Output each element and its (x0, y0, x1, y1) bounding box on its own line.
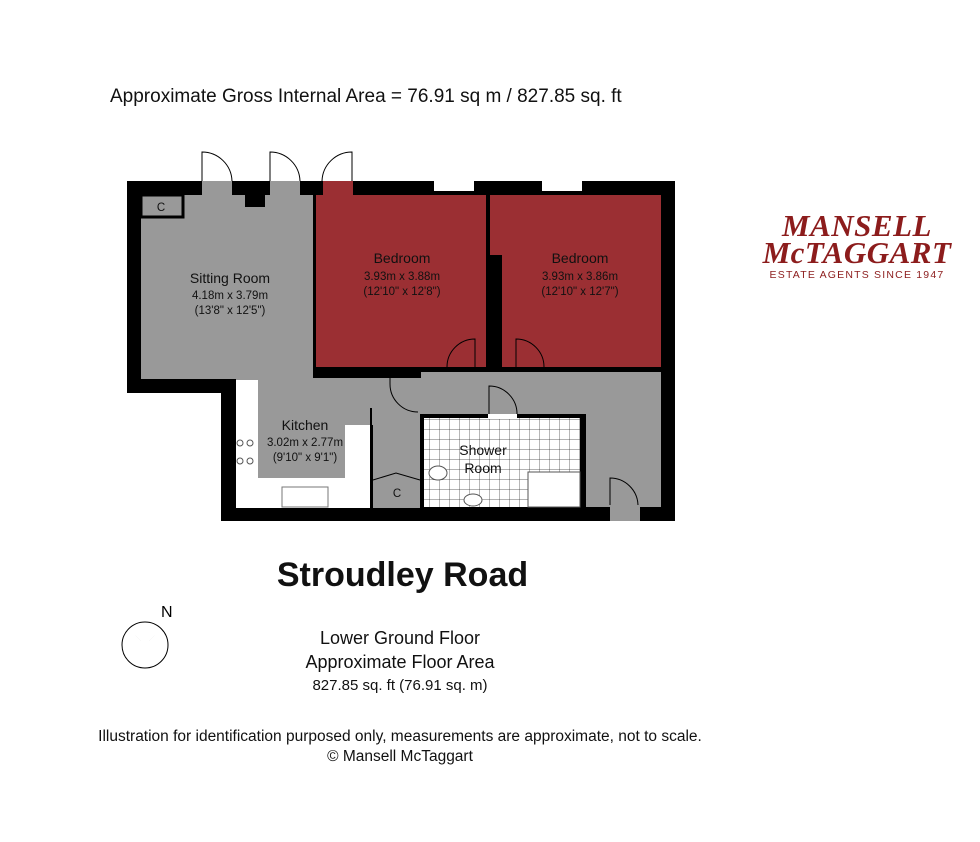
cupboard-label: C (156, 202, 166, 214)
shower-room-name-2: Room (464, 460, 502, 476)
shower-room (420, 414, 586, 510)
bedroom-2 (488, 181, 661, 367)
sitting-room-metric: 4.18m x 3.79m (191, 290, 269, 302)
shower-room-name-1: Shower (459, 442, 507, 458)
logo-tagline: ESTATE AGENTS SINCE 1947 (769, 269, 945, 281)
sitting-room-imperial: (13'8" x 12'5") (194, 305, 266, 317)
compass-icon (122, 622, 168, 668)
property-title: Stroudley Road (276, 556, 529, 594)
brand-logo (752, 208, 962, 281)
floor-area: 827.85 sq. ft (76.91 sq. m) (312, 677, 488, 694)
sitting-room-name: Sitting Room (189, 270, 271, 286)
bedroom-1-imperial: (12'10" x 12'8") (363, 286, 441, 298)
floor-info (200, 626, 600, 698)
kitchen-imperial: (9'10" x 9'1") (272, 452, 338, 464)
logo-line-1: MANSELL (782, 208, 932, 243)
bedroom-1-metric: 3.93m x 3.88m (363, 271, 441, 283)
bedroom-1 (316, 181, 486, 367)
logo-line-2: McTAGGART (762, 235, 952, 270)
bedroom-2-imperial: (12'10" x 12'7") (541, 286, 619, 298)
gross-area-text: Approximate Gross Internal Area = 76.91 sq m / 827.85 sq. ft (110, 86, 622, 107)
kitchen-cupboard-label: C (392, 488, 402, 500)
floor-area-label: Approximate Floor Area (305, 652, 495, 672)
copyright: © Mansell McTaggart (327, 748, 473, 765)
bedroom-1-name: Bedroom (373, 250, 431, 266)
floor-name: Lower Ground Floor (319, 628, 481, 648)
kitchen-metric: 3.02m x 2.77m (266, 437, 344, 449)
bedroom-2-name: Bedroom (551, 250, 609, 266)
bedroom-2-metric: 3.93m x 3.86m (541, 271, 619, 283)
disclaimer: Illustration for identification purposed only, measurements are approximate, not to scale. (98, 728, 702, 745)
north-label: N (161, 604, 173, 621)
footer (0, 727, 800, 767)
kitchen-name: Kitchen (281, 417, 329, 433)
